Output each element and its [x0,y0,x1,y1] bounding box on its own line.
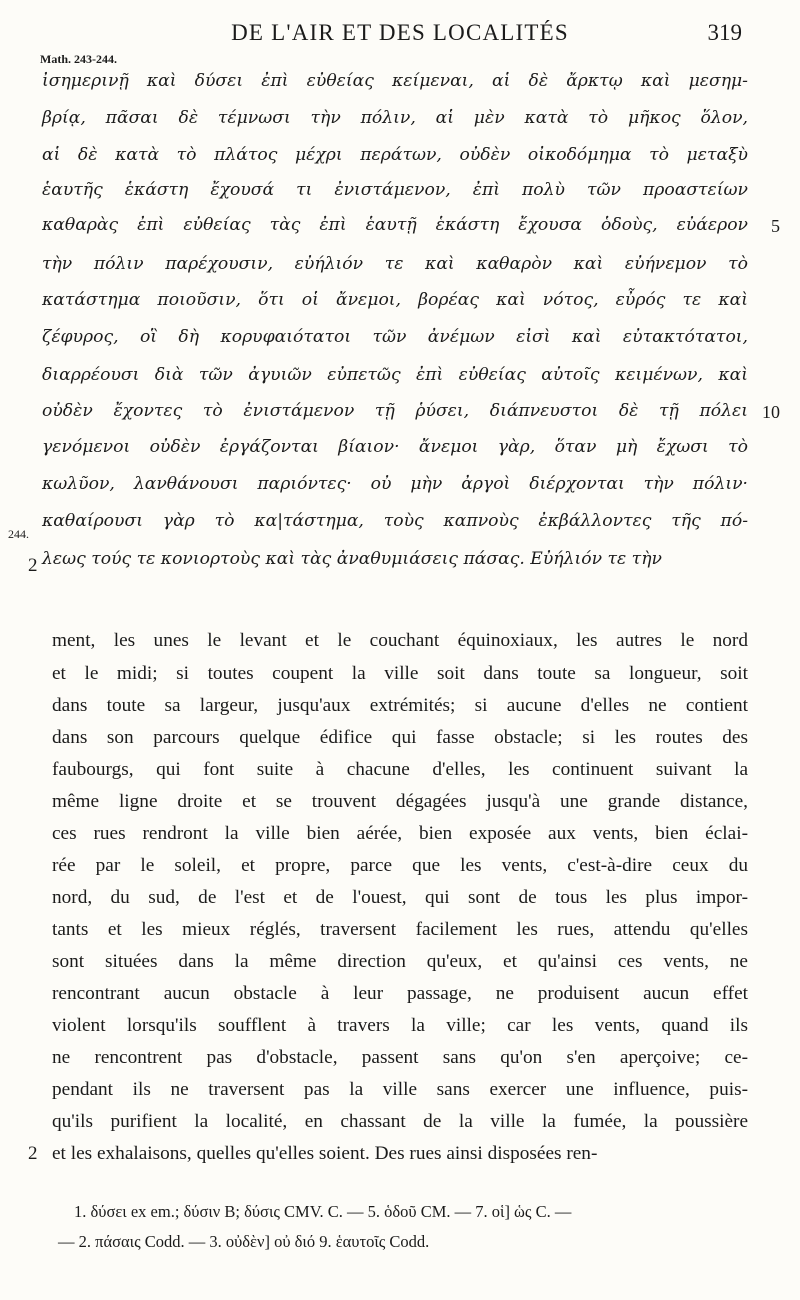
line-number-10: 10 [762,402,780,422]
greek-line: καθαίρουσι γὰρ τὸ κα|τάστημα, τοὺς καπνοὺς ἐκβάλλοντες τῆς πό- [42,511,748,531]
greek-line: βρίᾳ, πᾶσαι δὲ τέμνωσι τὴν πόλιν, αἱ μὲν κατὰ τὸ μῆκος ὅλον, [42,108,748,128]
greek-line: καθαρὰς ἐπὶ εὐθείας τὰς ἐπὶ ἑαυτῇ ἑκάστη ἔχουσα ὁδοὺς, εὐάερον [42,215,748,235]
french-line-mark-2: 2 [28,1143,38,1164]
french-line: pendant ils ne traversent pas la ville sans exercer une influence, puis- [52,1079,748,1100]
french-line: violent lorsqu'ils soufflent à travers la ville; car les vents, quand ils [52,1015,748,1036]
greek-line: κωλῦον, λανθάνουσι παριόντες· οὐ μὴν ἀργοὶ διέρχονται τὴν πόλιν· [42,474,748,494]
page-number: 319 [707,20,742,45]
line-mark-2: 2 [28,555,38,576]
greek-line: κατάστημα ποιοῦσιν, ὅτι οἱ ἄνεμοι, βορέας καὶ νότος, εὖρός τε καὶ [42,290,748,310]
french-line: ment, les unes le levant et le couchant équinoxiaux, les autres le nord [52,630,748,651]
french-line: et les exhalaisons, quelles qu'elles soient. Des rues ainsi disposées ren- [52,1143,598,1164]
footnote-line: — 2. πάσαις Codd. — 3. οὐδὲν] οὐ διό 9. ἑαυτοῖς Codd. [58,1232,430,1251]
running-title: DE L'AIR ET DES LOCALITÉS [231,20,569,45]
page-ref-244: 244. [8,527,29,541]
french-line: ne rencontrent pas d'obstacle, passent sans qu'on s'en aperçoive; ce- [52,1047,748,1068]
french-line: rée par le soleil, et propre, parce que les vents, c'est-à-dire ceux du [52,855,748,876]
french-line: qu'ils purifient la localité, en chassant de la ville la fumée, la poussière [52,1111,748,1132]
greek-line: διαρρέουσι διὰ τῶν ἀγυιῶν εὐπετῶς ἐπὶ εὐθείας αὐτοῖς κειμένων, καὶ [42,365,748,385]
source-reference: Math. 243-244. [40,52,117,66]
french-line: ces rues rendront la ville bien aérée, bien exposée aux vents, bien éclai- [52,823,748,844]
greek-line: ἰσημερινῇ καὶ δύσει ἐπὶ εὐθείας κείμεναι, αἱ δὲ ἄρκτῳ καὶ μεσημ- [42,71,748,91]
french-line: dans toute sa largeur, jusqu'aux extrémités; si aucune d'elles ne contient [52,695,748,716]
french-line: sont situées dans la même direction qu'eux, et qu'ainsi ces vents, ne [52,951,748,972]
footnote-line: 1. δύσει ex em.; δύσιν B; δύσις CMV. C. — 5. ὁδοῦ CM. — 7. οἱ] ὡς C. — [74,1202,572,1221]
line-number-5: 5 [771,216,780,236]
french-line: même ligne droite et se trouvent dégagées jusqu'à une grande distance, [52,791,748,812]
greek-line: αἱ δὲ κατὰ τὸ πλάτος μέχρι περάτων, οὐδὲν οἰκοδόμημα τὸ μεταξὺ [42,145,748,165]
french-line: tants et les mieux réglés, traversent facilement les rues, attendu qu'elles [52,919,748,940]
french-line: et le midi; si toutes coupent la ville soit dans toute sa longueur, soit [52,663,748,684]
greek-line: ζέφυρος, οἳ δὴ κορυφαιότατοι τῶν ἀνέμων εἰσὶ καὶ εὐτακτότατοι, [42,327,748,347]
french-line: nord, du sud, de l'est et de l'ouest, qui sont de tous les plus impor- [52,887,748,908]
french-line: dans son parcours quelque édifice qui fasse obstacle; si les routes des [52,727,748,748]
greek-line: τὴν πόλιν παρέχουσιν, εὐήλιόν τε καὶ καθαρὸν καὶ εὐήνεμον τὸ [42,254,748,274]
greek-line: οὐδὲν ἔχοντες τὸ ἐνιστάμενον τῇ ῥύσει, διάπνευστοι δὲ τῇ πόλει [42,401,748,421]
greek-line: γενόμενοι οὐδὲν ἐργάζονται βίαιον· ἄνεμοι γὰρ, ὅταν μὴ ἔχωσι τὸ [42,437,748,457]
greek-line: λεως τούς τε κονιορτοὺς καὶ τὰς ἀναθυμιάσεις πάσας. Εὐήλιόν τε τὴν [42,549,662,569]
french-line: rencontrant aucun obstacle à leur passage, ne produisent aucun effet [52,983,748,1004]
french-line: faubourgs, qui font suite à chacune d'elles, les continuent suivant la [52,759,748,780]
greek-line: ἑαυτῆς ἑκάστη ἔχουσά τι ἐνιστάμενον, ἐπὶ πολὺ τῶν προαστείων [42,180,748,200]
